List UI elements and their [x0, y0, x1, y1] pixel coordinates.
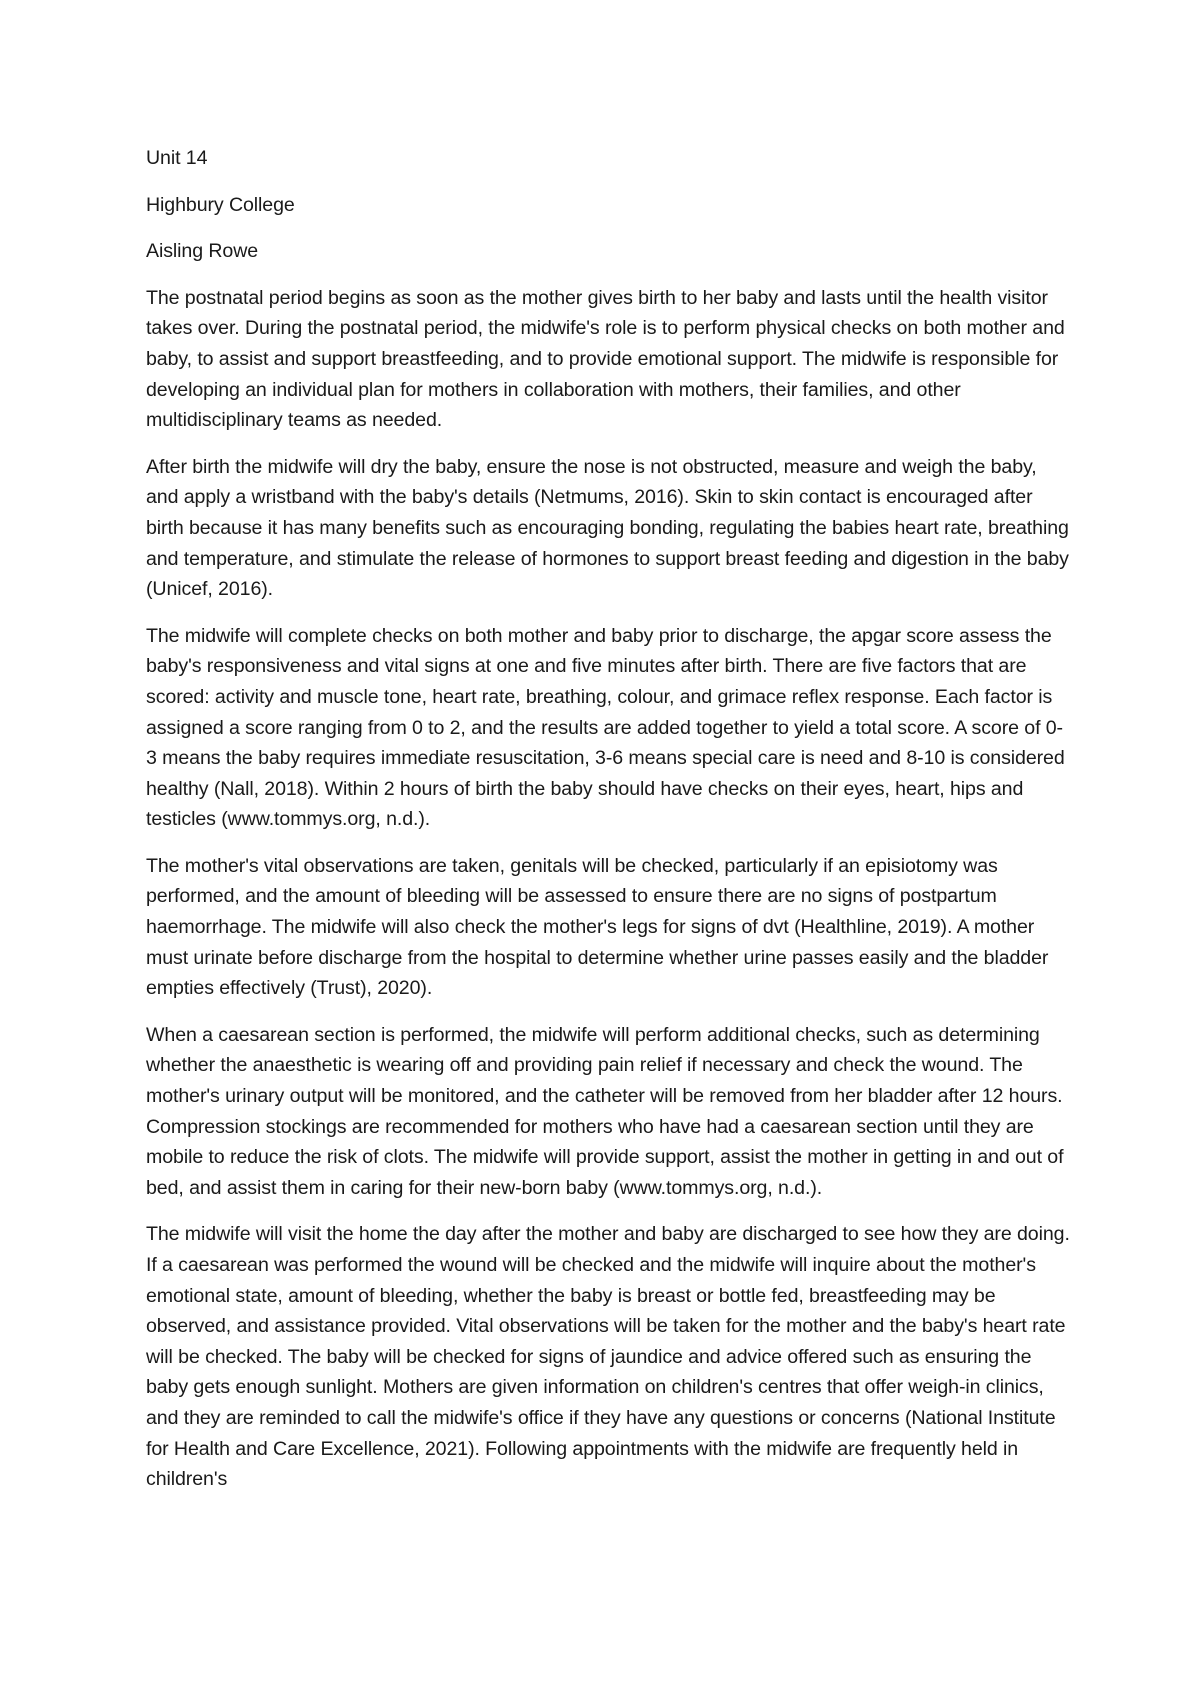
document-body	[146, 143, 1071, 1511]
paragraph-postnatal-period: The postnatal period begins as soon as the mother gives birth to her baby and lasts until the health visitor takes over. During the postnatal period, the midwife's role is to perform physical checks on both mother and baby, to assist and support breastfeeding, and to provide emotional support. The midwife is responsible for developing an individual plan for mothers in collaboration with mothers, their families, and other multidisciplinary teams as needed.	[146, 286, 1065, 432]
paragraph-home-visit: The midwife will visit the home the day after the mother and baby are discharged to see how they are doing. If a caesarean was performed the wound will be checked and the midwife will inquire about the mother's emotional state, amount of bleeding, whether the baby is breast or bottle fed, breastfeeding may be observed, and assistance provided. Vital observations will be taken for the mother and the baby's heart rate will be checked. The baby will be checked for signs of jaundice and advice offered such as ensuring the baby gets enough sunlight. Mothers are given information on children's centres that offer weigh-in clinics, and they are reminded to call the midwife's office if they have any questions or concerns (National Institute for Health and Care Excellence, 2021). Following appointments with the midwife are frequently held in children's	[146, 1223, 1070, 1491]
unit-title: Unit 14	[146, 147, 208, 169]
paragraph-apgar-checks: The midwife will complete checks on both mother and baby prior to discharge, the apgar score assess the baby's responsiveness and vital signs at one and five minutes after birth. There are five factors that are scored: activity and muscle tone, heart rate, breathing, colour, and grimace reflex response. Each factor is assigned a score ranging from 0 to 2, and the results are added together to yield a total score. A score of 0-3 means the baby requires immediate resuscitation, 3-6 means special care is need and 8-10 is considered healthy (Nall, 2018). Within 2 hours of birth the baby should have checks on their eyes, heart, hips and testicles (www.tommys.org, n.d.).	[146, 624, 1065, 831]
college-name: Highbury College	[146, 193, 295, 216]
paragraph-mother-observations: The mother's vital observations are taken, genitals will be checked, particularly if an episiotomy was performed, and the amount of bleeding will be assessed to ensure there are no signs of postpartum haemorrhage. The midwife will also check the mother's legs for signs of dvt (Healthline, 2019). A mother must urinate before discharge from the hospital to determine whether urine passes easily and the bladder empties effectively (Trust), 2020).	[146, 854, 1049, 1000]
author-name: Aisling Rowe	[146, 240, 259, 263]
paragraph-after-birth: After birth the midwife will dry the baby, ensure the nose is not obstructed, measure and weigh the baby, and apply a wristband with the baby's details (Netmums, 2016). Skin to skin contact is encouraged after birth because it has many benefits such as encouraging bonding, regulating the babies heart rate, breathing and temperature, and stimulate the release of hormones to support breast feeding and digestion in the baby (Unicef, 2016).	[146, 455, 1069, 601]
paragraph-caesarean-section: When a caesarean section is performed, the midwife will perform additional checks, such as determining whether the anaesthetic is wearing off and providing pain relief if necessary and check the wound. The mother's urinary output will be monitored, and the catheter will be removed from her bladder after 12 hours. Compression stockings are recommended for mothers who have had a caesarean section until they are mobile to reduce the risk of clots. The midwife will provide support, assist the mother in getting in and out of bed, and assist them in caring for their new-born baby (www.tommys.org, n.d.).	[146, 1023, 1064, 1199]
